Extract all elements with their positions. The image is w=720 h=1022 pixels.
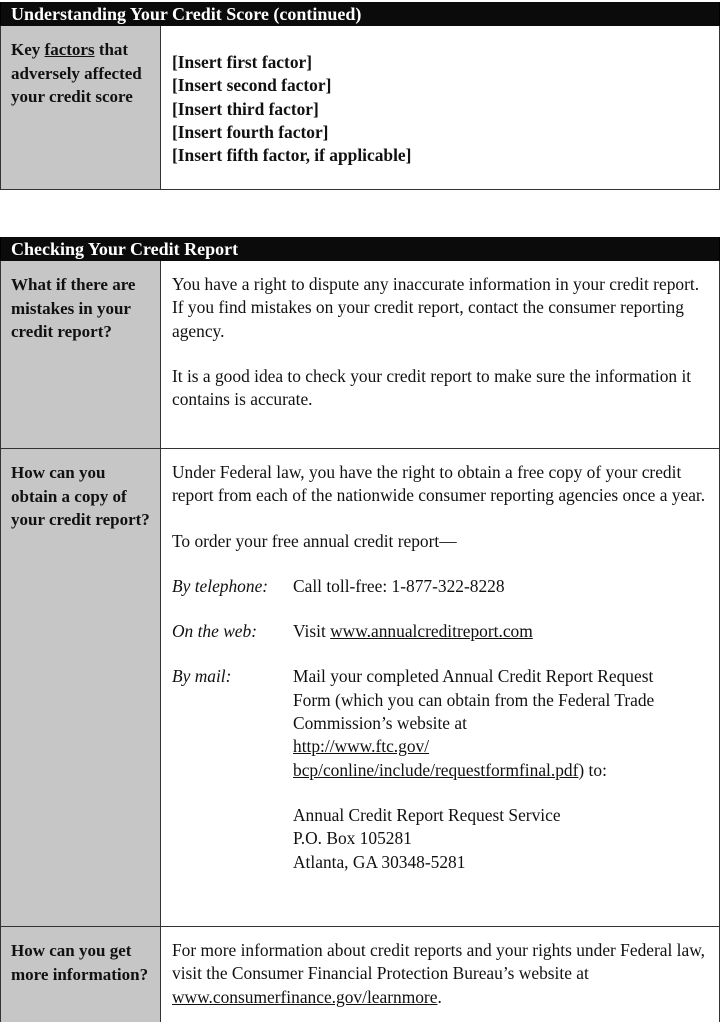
web-label: On the web: bbox=[172, 621, 258, 642]
obtain-paragraph-2: To order your free annual credit report— bbox=[172, 530, 457, 551]
mistakes-content bbox=[161, 261, 719, 448]
key-factors-label bbox=[1, 26, 161, 189]
mistakes-paragraph-2: It is a good idea to check your credit report to make sure the information it contains is accurate. bbox=[172, 365, 692, 410]
mail-method bbox=[172, 665, 711, 873]
obtain-copy-content bbox=[161, 449, 719, 926]
telephone-value: Call toll-free: 1-877-322-8228 bbox=[293, 575, 505, 596]
section-header-credit-score: Understanding Your Credit Score (continued) bbox=[0, 2, 720, 26]
factor-item: [Insert third factor] bbox=[172, 98, 319, 119]
mail-suffix: ) to: bbox=[578, 759, 607, 780]
credit-report-section bbox=[0, 237, 720, 1022]
key-factors-label-suffix: that adversely affected your credit score bbox=[11, 40, 142, 106]
web-value bbox=[293, 620, 711, 643]
telephone-method bbox=[172, 575, 711, 598]
address-line-3: Atlanta, GA 30348-5281 bbox=[293, 851, 466, 872]
more-info-suffix: . bbox=[437, 986, 442, 1007]
obtain-copy-row bbox=[0, 449, 720, 927]
ftc-link-line-2[interactable]: bcp/conline/include/requestformfinal.pdf bbox=[293, 759, 579, 780]
address-line-1: Annual Credit Report Request Service bbox=[293, 804, 561, 825]
mistakes-row bbox=[0, 261, 720, 449]
more-info-text: For more information about credit reports and your rights under Federal law, visit the Consumer Financial Protection Bureau’s website at bbox=[172, 940, 706, 984]
telephone-label: By telephone: bbox=[172, 575, 269, 596]
obtain-paragraph-1: Under Federal law, you have the right to obtain a free copy of your credit report from each of the nationwide consumer reporting agencies once a year. bbox=[172, 462, 706, 506]
web-prefix: Visit bbox=[293, 621, 331, 642]
factor-item: [Insert first factor] bbox=[172, 52, 313, 72]
web-method bbox=[172, 620, 711, 643]
ftc-link-line-1[interactable]: http://www.ftc.gov/ bbox=[293, 736, 430, 757]
key-factors-list bbox=[161, 26, 719, 189]
factor-item: [Insert fifth factor, if applicable] bbox=[172, 145, 412, 166]
address-line-2: P.O. Box 105281 bbox=[293, 828, 412, 849]
mail-label: By mail: bbox=[172, 666, 232, 687]
obtain-copy-label: How can you obtain a copy of your credit report? bbox=[1, 449, 161, 926]
mistakes-paragraph-1: You have a right to dispute any inaccurate information in your credit report. If you find mistakes on your credit report, contact the consumer reporting agency. bbox=[172, 274, 700, 341]
key-factors-label-underlined: factors bbox=[44, 40, 95, 59]
mail-text: Mail your completed Annual Credit Report Request Form (which you can obtain from the Federal Trade Commission’s website at bbox=[293, 666, 655, 734]
key-factors-label-prefix: Key bbox=[11, 40, 45, 59]
key-factors-row bbox=[0, 26, 720, 190]
mail-value bbox=[293, 665, 711, 873]
section-header-credit-report: Checking Your Credit Report bbox=[0, 237, 720, 261]
factor-item: [Insert second factor] bbox=[172, 75, 332, 96]
more-info-row bbox=[0, 927, 720, 1022]
annualcreditreport-link[interactable]: www.annualcreditreport.com bbox=[330, 621, 533, 642]
consumerfinance-link[interactable]: www.consumerfinance.gov/learnmore bbox=[172, 986, 438, 1007]
more-info-content bbox=[161, 927, 719, 1022]
more-info-label: How can you get more information? bbox=[1, 927, 161, 1022]
credit-score-section bbox=[0, 2, 720, 190]
factor-item: [Insert fourth factor] bbox=[172, 121, 329, 142]
mistakes-label: What if there are mistakes in your credit report? bbox=[1, 261, 161, 448]
